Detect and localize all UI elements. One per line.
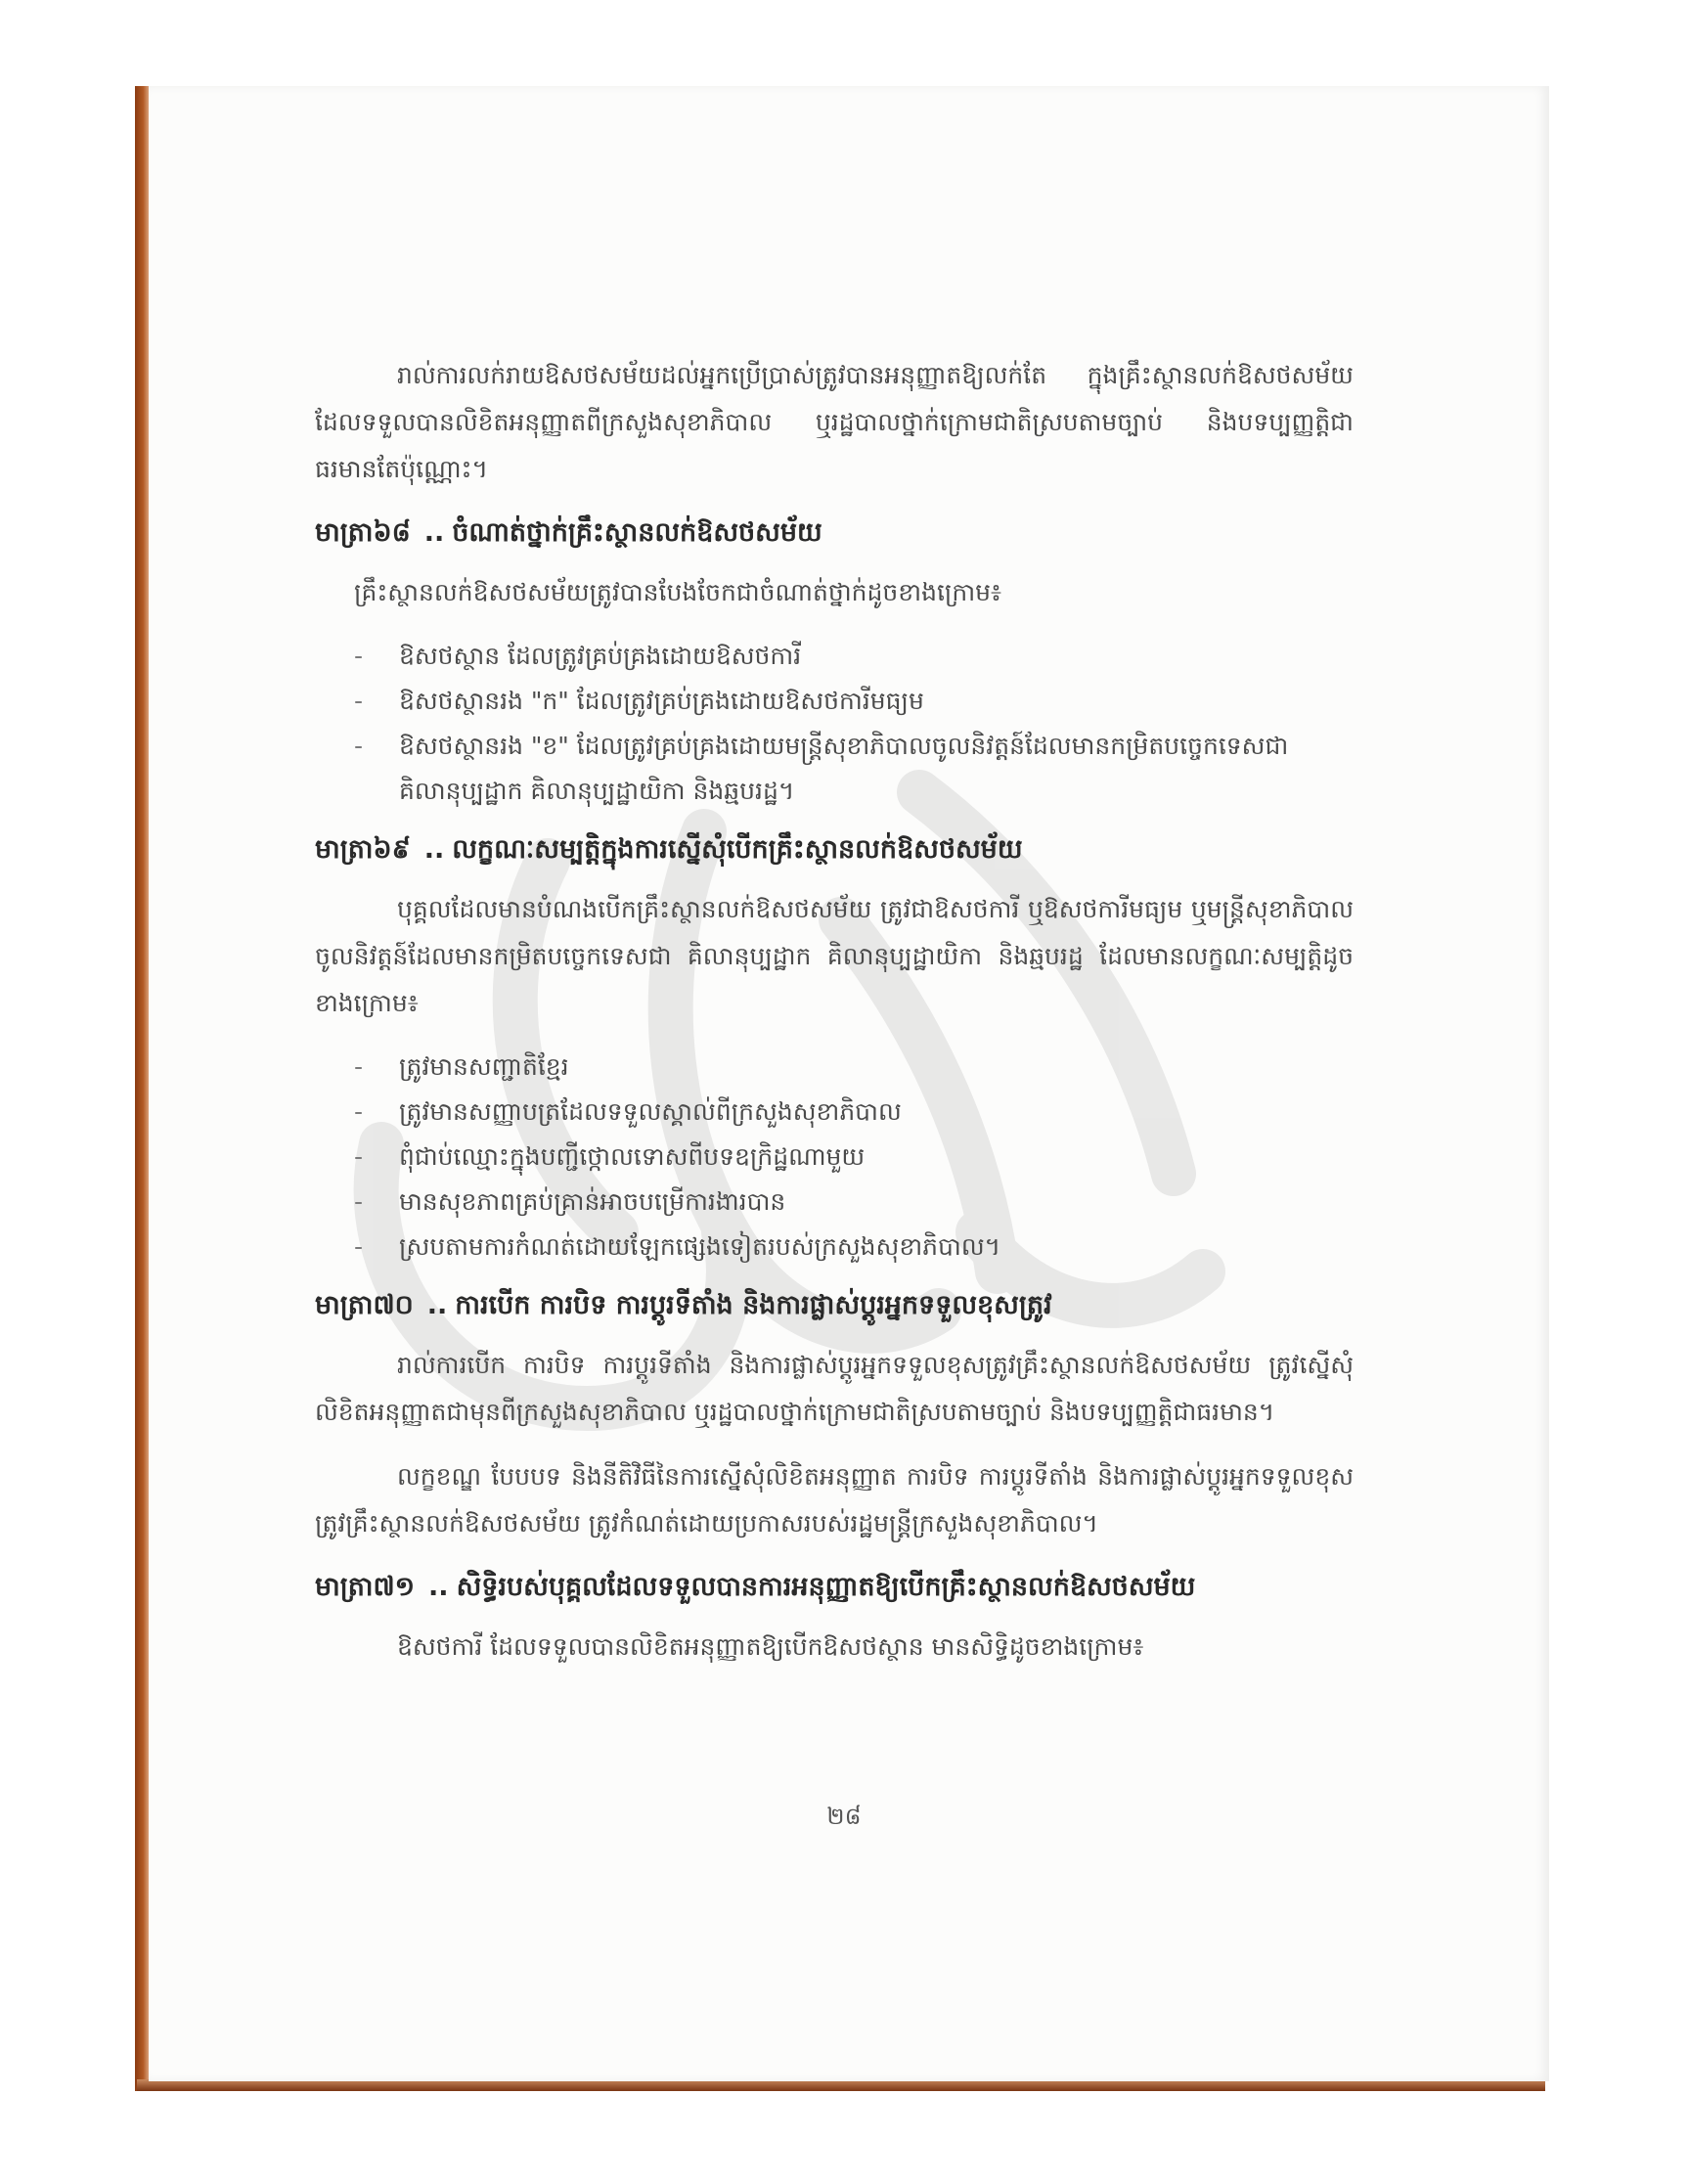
article-70-heading xyxy=(315,1283,1354,1328)
article-69-lead: បុគ្គលដែលមានបំណងបើកគ្រឹះស្ថានលក់ឱសថសម័យ ត្រូវជាឱសថការី ឬឱសថការីមធ្យម ឬមន្ត្រីសុខាភិបាលចូលនិវត្តន៍ដែលមានកម្រិតបច្ចេកទេសជា គិលានុប្បដ្ឋាក គិលានុប្បដ្ឋាយិកា និងឆ្មបរដ្ឋ ដែលមានលក្ខណៈសម្បត្តិដូចខាងក្រោម៖ xyxy=(315,895,1354,1017)
list-item: - ឱសថស្ថានរង "ខ" ដែលត្រូវគ្រប់គ្រងដោយមន្ត្រីសុខាភិបាលចូលនិវត្តន៍ដែលមានកម្រិតបច្ចេកទេសជា គិលានុប្បដ្ឋាក គិលានុប្បដ្ឋាយិកា និងឆ្មបរដ្ឋ។ xyxy=(354,732,1289,805)
article-70-separator: .. xyxy=(426,1290,448,1320)
list-item: - ស្របតាមការកំណត់ដោយឡែកផ្សេងទៀតរបស់ក្រសួងសុខាភិបាល។ xyxy=(354,1232,1001,1261)
list-item: - ឱសថស្ថានរង "ក" ដែលត្រូវគ្រប់គ្រងដោយឱសថការីមធ្យម xyxy=(354,687,924,715)
page-number: ២៨ xyxy=(826,1803,862,1830)
article-70-title: ការបើក ការបិទ ការប្តូរទីតាំង និងការផ្លាស់ប្តូរអ្នកទទួលខុសត្រូវ xyxy=(455,1290,1052,1320)
article-69-heading xyxy=(315,827,1354,872)
article-70-number: មាត្រា៧០ xyxy=(315,1290,414,1320)
article-68-title: ចំណាត់ថ្នាក់គ្រឹះស្ថានលក់ឱសថសម័យ xyxy=(452,517,822,548)
article-70-paragraph-1: រាល់ការបើក ការបិទ ការប្តូរទីតាំង និងការផ្លាស់ប្តូរអ្នកទទួលខុសត្រូវគ្រឹះស្ថានលក់ឱសថសម័យ ត្រូវស្នើសុំលិខិតអនុញ្ញាតជាមុនពីក្រសួងសុខាភិបាល ឬរដ្ឋបាលថ្នាក់ក្រោមជាតិស្របតាមច្បាប់ និងបទប្បញ្ញត្តិជាធរមាន។ xyxy=(315,1351,1354,1426)
article-68-lead: គ្រឹះស្ថានលក់ឱសថសម័យត្រូវបានបែងចែកជាចំណាត់ថ្នាក់ដូចខាងក្រោម៖ xyxy=(354,578,1001,606)
article-68-separator: .. xyxy=(423,517,445,548)
article-68-number: មាត្រា៦៨ xyxy=(315,517,411,548)
article-71-title: សិទ្ធិរបស់បុគ្គលដែលទទួលបានការអនុញ្ញាតឱ្យបើកគ្រឹះស្ថានលក់ឱសថសម័យ xyxy=(456,1572,1196,1602)
page-edge-left xyxy=(135,86,149,2091)
document-body xyxy=(315,352,1354,1688)
article-71-number: មាត្រា៧១ xyxy=(315,1572,416,1602)
list-item: - ឱសថស្ថាន ដែលត្រូវគ្រប់គ្រងដោយឱសថការី xyxy=(354,642,802,670)
article-69-title: លក្ខណៈសម្បត្តិក្នុងការស្នើសុំបើកគ្រឹះស្ថានលក់ឱសថសម័យ xyxy=(452,834,1023,865)
list-item: - ត្រូវមានសញ្ញាបត្រដែលទទួលស្គាល់ពីក្រសួងសុខាភិបាល xyxy=(354,1097,902,1126)
article-68-heading xyxy=(315,511,1354,556)
article-68-list xyxy=(315,634,1354,814)
article-70-paragraph-2: លក្ខខណ្ឌ បែបបទ និងនីតិវិធីនៃការស្នើសុំលិខិតអនុញ្ញាត ការបិទ ការប្តូរទីតាំង និងការផ្លាស់ប្តូរអ្នកទទួលខុសត្រូវគ្រឹះស្ថានលក់ឱសថសម័យ ត្រូវកំណត់ដោយប្រកាសរបស់រដ្ឋមន្ត្រីក្រសួងសុខាភិបាល។ xyxy=(315,1462,1354,1538)
article-71-lead: ឱសថការី ដែលទទួលបានលិខិតអនុញ្ញាតឱ្យបើកឱសថស្ថាន មានសិទ្ធិដូចខាងក្រោម៖ xyxy=(397,1632,1144,1661)
article-69-separator: .. xyxy=(423,834,445,865)
article-71-heading xyxy=(315,1565,1354,1610)
article-69-number: មាត្រា៦៩ xyxy=(315,834,411,865)
intro-paragraph: រាល់ការលក់រាយឱសថសម័យដល់អ្នកប្រើប្រាស់ត្រូវបានអនុញ្ញាតឱ្យលក់តែ ក្នុងគ្រឹះស្ថានលក់ឱសថសម័យ ដែលទទួលបានលិខិតអនុញ្ញាតពីក្រសួងសុខាភិបាល ឬរដ្ឋបាលថ្នាក់ក្រោមជាតិស្របតាមច្បាប់ និងបទប្បញ្ញត្តិជាធរមានតែប៉ុណ្ណោះ។ xyxy=(315,361,1354,483)
list-item: - ត្រូវមានសញ្ជាតិខ្មែរ xyxy=(354,1052,569,1081)
article-71-separator: .. xyxy=(428,1572,449,1602)
list-item: - ពុំជាប់ឈ្មោះក្នុងបញ្ជីថ្កោលទោសពីបទឧក្រិដ្ឋណាមួយ xyxy=(354,1142,866,1171)
article-69-list xyxy=(315,1045,1354,1270)
list-item: - មានសុខភាពគ្រប់គ្រាន់អាចបម្រើការងារបាន xyxy=(354,1187,786,1216)
